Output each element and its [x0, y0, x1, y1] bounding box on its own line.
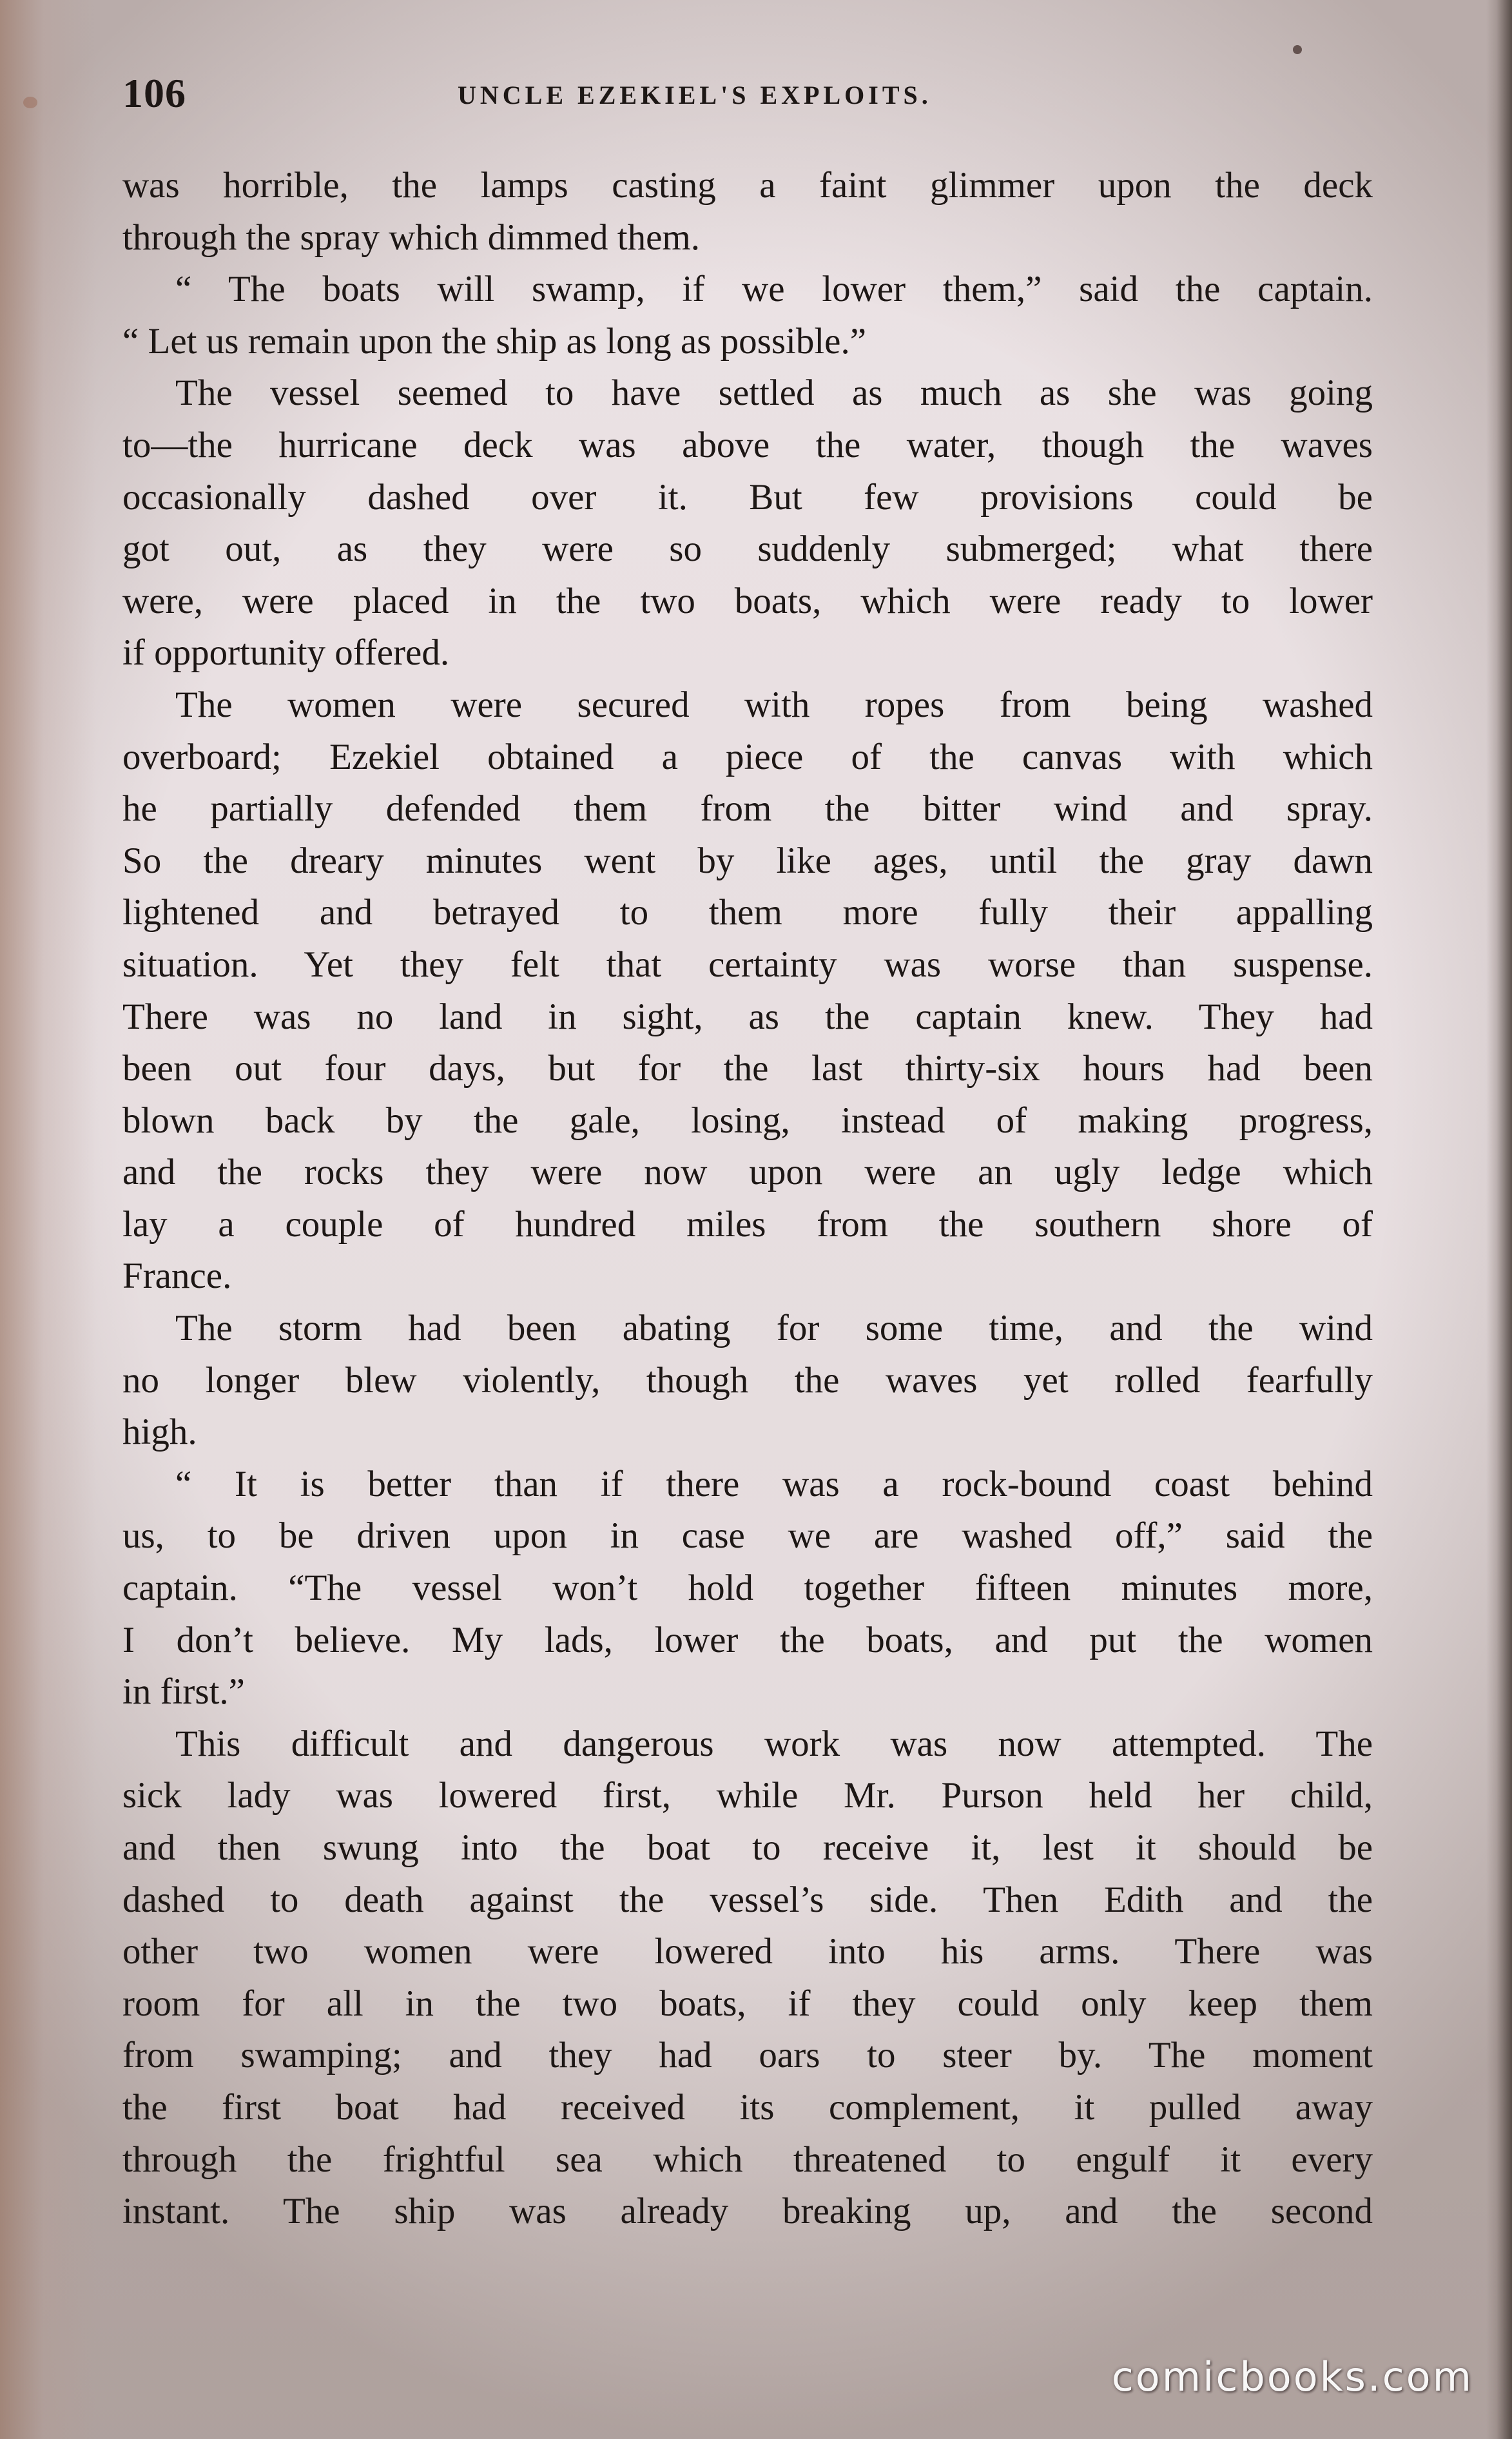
text-line: So the dreary minutes went by like ages, until the gray dawn	[122, 840, 1373, 881]
text-line: to—the hurricane deck was above the water, though the waves	[122, 424, 1373, 465]
text-line: through the spray which dimmed them.	[122, 217, 700, 258]
text-line: overboard; Ezekiel obtained a piece of the canvas with which	[122, 736, 1373, 777]
text-line: the first boat had received its complement, it pulled away	[122, 2086, 1373, 2128]
ink-speck	[23, 97, 37, 108]
text-line: sick lady was lowered first, while Mr. Purson held her child,	[122, 1775, 1373, 1816]
text-line: been out four days, but for the last thirty-six hours had been	[122, 1048, 1373, 1089]
text-line: and then swung into the boat to receive it, lest it should be	[122, 1827, 1373, 1868]
text-line: blown back by the gale, losing, instead of making progress,	[122, 1100, 1373, 1141]
text-line: situation. Yet they felt that certainty was worse than suspense.	[122, 944, 1373, 985]
text-line: from swamping; and they had oars to steer by. The moment	[122, 2035, 1373, 2076]
text-line: There was no land in sight, as the captain knew. They had	[122, 996, 1373, 1037]
text-line: was horrible, the lamps casting a faint glimmer upon the deck	[122, 165, 1373, 206]
text-line: captain. “The vessel won’t hold together fifteen minutes more,	[122, 1568, 1373, 1609]
text-line: lightened and betrayed to them more fully their appalling	[122, 892, 1373, 933]
text-line: got out, as they were so suddenly submerged; what there	[122, 529, 1373, 570]
text-line: I don’t believe. My lads, lower the boats, and put the women	[122, 1619, 1373, 1660]
text-line: he partially defended them from the bitter wind and spray.	[122, 788, 1373, 830]
text-line: This difficult and dangerous work was now attempted. The	[175, 1723, 1373, 1764]
text-line: if opportunity offered.	[122, 632, 450, 674]
text-line: “ It is better than if there was a rock-bound coast behind	[175, 1463, 1373, 1504]
text-line: in first.”	[122, 1671, 245, 1713]
text-line: through the frightful sea which threatened to engulf it every	[122, 2139, 1373, 2180]
text-line: high.	[122, 1412, 197, 1453]
text-line: room for all in the two boats, if they could only keep them	[122, 1983, 1373, 2024]
text-line: occasionally dashed over it. But few provisions could be	[122, 476, 1373, 518]
text-line: instant. The ship was already breaking up, and the second	[122, 2191, 1373, 2232]
page-number: 106	[122, 70, 186, 116]
text-line: The women were secured with ropes from being washed	[175, 684, 1373, 725]
running-title: UNCLE EZEKIEL'S EXPLOITS.	[458, 81, 932, 110]
text-line: France.	[122, 1256, 232, 1297]
text-line: no longer blew violently, though the waves yet rolled fearfully	[122, 1359, 1373, 1401]
text-line: dashed to death against the vessel’s side. Then Edith and the	[122, 1879, 1373, 1920]
text-line: other two women were lowered into his arms. There was	[122, 1931, 1373, 1972]
text-line: lay a couple of hundred miles from the southern shore of	[122, 1203, 1373, 1245]
text-line: The vessel seemed to have settled as much as she was going	[175, 373, 1373, 414]
body-text	[122, 160, 1373, 2238]
text-line: The storm had been abating for some time, and the wind	[175, 1308, 1373, 1349]
text-line: “ Let us remain upon the ship as long as possible.”	[122, 320, 867, 362]
text-line: us, to be driven upon in case we are washed off,” said the	[122, 1515, 1373, 1557]
watermark: comicbooks.com	[1111, 2353, 1473, 2400]
text-line: “ The boats will swamp, if we lower them,” said the captain.	[175, 269, 1373, 310]
ink-speck	[1293, 45, 1302, 54]
running-head	[122, 70, 1373, 121]
text-line: and the rocks they were now upon were an ugly ledge which	[122, 1152, 1373, 1193]
text-line: were, were placed in the two boats, which were ready to lower	[122, 580, 1373, 621]
